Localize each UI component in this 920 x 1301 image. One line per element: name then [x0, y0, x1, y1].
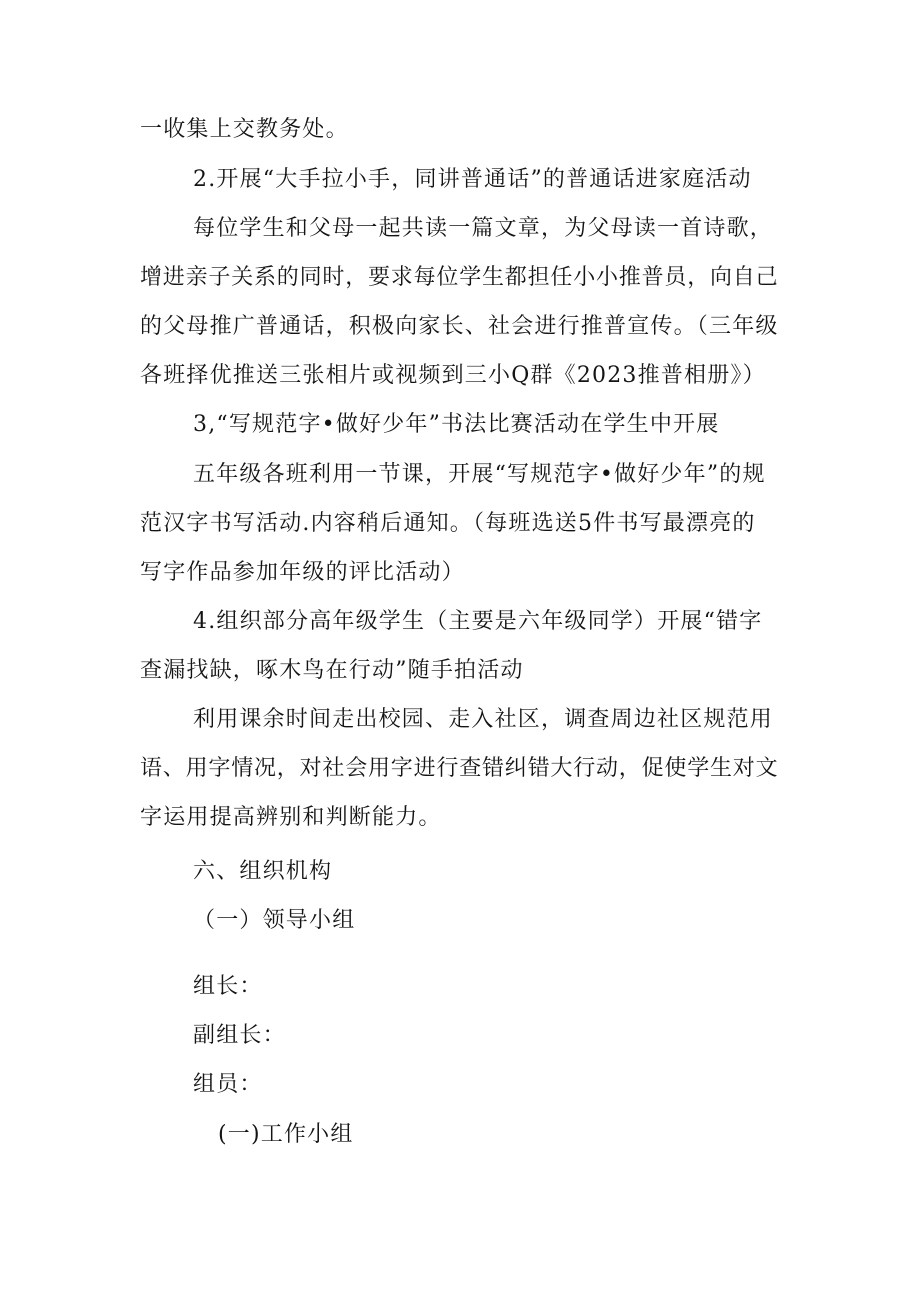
text-line: 3,“写规范字•做好少年”书法比赛活动在学生中开展 — [193, 412, 720, 437]
subsection-heading: (一)工作小组 — [218, 1122, 354, 1147]
text-line: 4.组织部分高年级学生（主要是六年级同学）开展“错字 — [193, 609, 763, 634]
text-line: 写字作品参加年级的评比活动） — [140, 560, 465, 585]
section-heading: 六、组织机构 — [193, 859, 333, 884]
text-line: 利用课余时间走出校园、走入社区，调查周边社区规范用 — [193, 707, 774, 732]
text-line: 查漏找缺，啄木鸟在行动”随手拍活动 — [140, 658, 524, 683]
role-label: 组员： — [193, 1072, 263, 1097]
text-line: 语、用字情况，对社会用字进行查错纠错大行动，促使学生对文 — [140, 756, 779, 781]
subsection-heading: （一）领导小组 — [193, 908, 356, 933]
text-line: 一收集上交教务处。 — [140, 117, 349, 142]
text-line: 字运用提高辨别和判断能力。 — [140, 805, 442, 830]
text-line: 各班择优推送三张相片或视频到三小Q群《2023推普相册》） — [140, 363, 766, 388]
text-line: 2.开展“大手拉小手，同讲普通话”的普通话进家庭活动 — [193, 167, 752, 192]
text-line: 增进亲子关系的同时，要求每位学生都担任小小推普员，向自己 — [140, 265, 779, 290]
text-line: 的父母推广普通话，积极向家长、社会进行推普宣传。（三年级 — [140, 314, 779, 339]
role-label: 副组长： — [193, 1023, 286, 1048]
text-line: 五年级各班利用一节课，开展“写规范字•做好少年”的规 — [193, 462, 766, 487]
role-label: 组长： — [193, 974, 263, 999]
text-line: 每位学生和父母一起共读一篇文章，为父母读一首诗歌， — [193, 216, 774, 241]
text-line: 范汉字书写活动.内容稍后通知。（每班选送5件书写最漂亮的 — [140, 511, 756, 536]
